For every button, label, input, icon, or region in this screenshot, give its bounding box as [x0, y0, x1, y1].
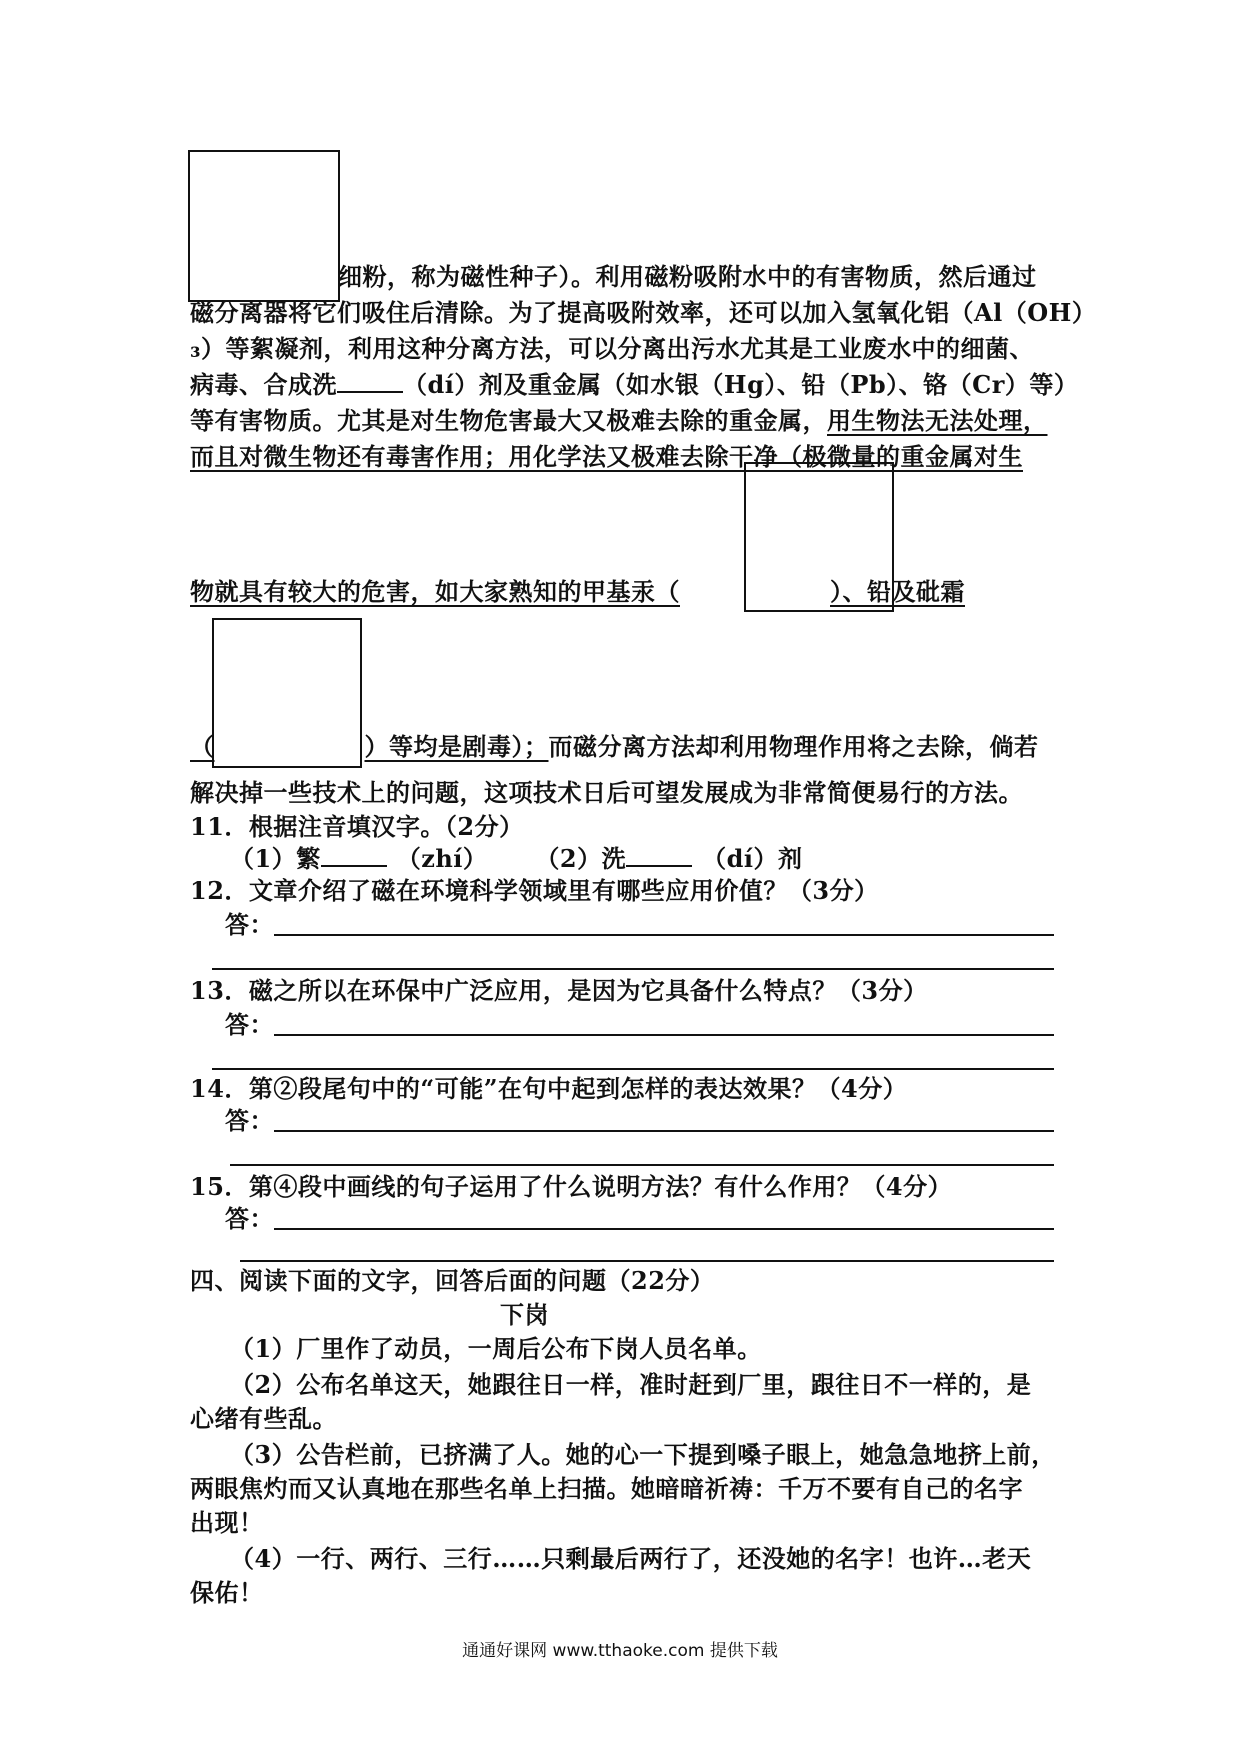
- question-14: 14．第②段尾句中的“可能”在句中起到怎样的表达效果？（4分）: [190, 1074, 908, 1103]
- answer-line[interactable]: [274, 934, 1054, 936]
- answer-label-14: 答：: [225, 1106, 274, 1135]
- story-paragraph-3-cont: 两眼焦灼而又认真地在那些名单上扫描。她暗暗祈祷：千万不要有自己的名字: [190, 1474, 1023, 1503]
- story-paragraph-4: （4）一行、两行、三行……只剩最后两行了，还没她的名字！也许…老天: [230, 1544, 1032, 1573]
- answer-blank-2[interactable]: [626, 847, 692, 867]
- answer-line[interactable]: [274, 1130, 1054, 1132]
- story-paragraph-4-cont: 保佑！: [190, 1578, 264, 1607]
- passage-line-2: 磁分离器将它们吸住后清除。为了提高吸附效率，还可以加入氢氧化铝（Al（OH）: [190, 298, 1097, 327]
- passage-line-8-start: （ ）等均是剧毒）；: [190, 732, 549, 761]
- answer-label-15: 答：: [225, 1204, 274, 1233]
- passage-line-5: [190, 406, 1048, 436]
- question-15: 15．第④段中画线的句子运用了什么说明方法？有什么作用？（4分）: [190, 1172, 953, 1201]
- answer-blank-1[interactable]: [321, 847, 387, 867]
- footer-credit: 通通好课网 www.tthaoke.com 提供下载: [462, 1641, 778, 1661]
- section-4-heading: 四、阅读下面的文字，回答后面的问题（22分）: [190, 1266, 715, 1295]
- answer-line[interactable]: [212, 1068, 1054, 1070]
- answer-line[interactable]: [274, 1034, 1054, 1036]
- passage-line-7-end: ）、铅及砒霜: [830, 577, 965, 606]
- question-13: 13．磁之所以在环保中广泛应用，是因为它具备什么特点？（3分）: [190, 976, 928, 1005]
- fill-blank: [337, 373, 403, 393]
- passage-line-4-start: 病毒、合成洗: [190, 370, 337, 399]
- answer-line[interactable]: [230, 1164, 1054, 1166]
- story-paragraph-2-cont: 心绪有些乱。: [190, 1404, 337, 1433]
- answer-label-12: 答：: [225, 910, 274, 939]
- passage-line-7-start: 物就具有较大的危害，如大家熟知的甲基汞（: [190, 577, 680, 606]
- passage-line-9: 解决掉一些技术上的问题，这项技术日后可望发展成为非常简便易行的方法。: [190, 778, 1023, 807]
- answer-line[interactable]: [212, 968, 1054, 970]
- underlined-sentence: 用生物法无法处理，: [827, 406, 1048, 435]
- passage-line-8: [190, 732, 1039, 762]
- story-title: 下岗: [500, 1300, 549, 1329]
- question-12: 12．文章介绍了磁在环境科学领域里有哪些应用价值？（3分）: [190, 876, 879, 905]
- story-paragraph-2: （2）公布名单这天，她跟往日一样，准时赶到厂里，跟往日不一样的，是: [230, 1370, 1032, 1399]
- passage-line-4-end: （dí）剂及重金属（如水银（Hg）、铅（Pb）、铬（Cr）等）: [403, 370, 1079, 399]
- passage-line-1: 细粉，称为磁性种子）。利用磁粉吸附水中的有害物质，然后通过: [338, 262, 1037, 291]
- question-11-items: （1）繁 （zhí） （2）洗 （dí）剂: [230, 844, 803, 873]
- question-11: 11．根据注音填汉字。（2分）: [190, 812, 524, 841]
- image-placeholder-1: [188, 150, 340, 302]
- answer-label-13: 答：: [225, 1010, 274, 1039]
- passage-line-5-start: 等有害物质。尤其是对生物危害最大又极难去除的重金属，: [190, 406, 827, 435]
- answer-line[interactable]: [274, 1228, 1054, 1230]
- passage-line-7: [190, 577, 965, 607]
- passage-line-8-end: 而磁分离方法却利用物理作用将之去除，倘若: [548, 732, 1039, 761]
- story-paragraph-3-end: 出现！: [190, 1508, 264, 1537]
- passage-line-4: [190, 370, 1078, 400]
- story-paragraph-3: （3）公告栏前，已挤满了人。她的心一下提到嗓子眼上，她急急地挤上前，: [230, 1440, 1056, 1469]
- story-paragraph-1: （1）厂里作了动员，一周后公布下岗人员名单。: [230, 1334, 762, 1363]
- answer-line[interactable]: [240, 1260, 1054, 1262]
- passage-line-6: 而且对微生物还有毒害作用；用化学法又极难去除干净（极微量的重金属对生: [190, 442, 1023, 471]
- passage-line-3: ₃）等絮凝剂，利用这种分离方法，可以分离出污水尤其是工业废水中的细菌、: [190, 334, 1035, 363]
